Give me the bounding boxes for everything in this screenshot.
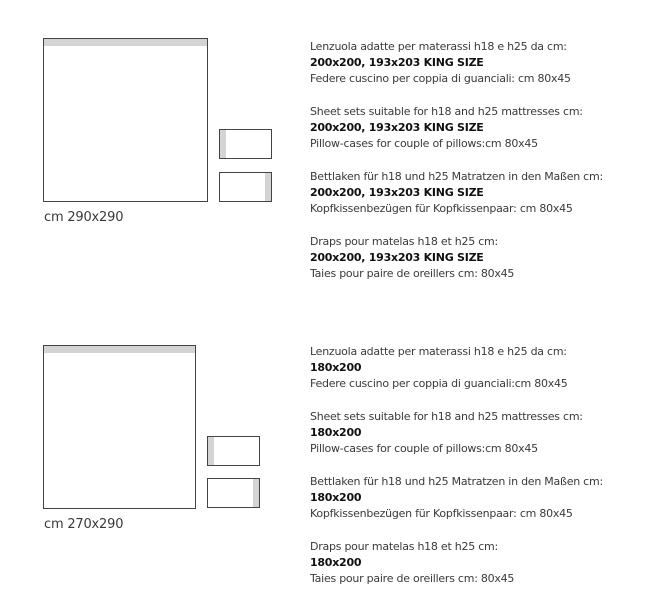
sheet-diagram bbox=[43, 38, 208, 202]
description-block-de bbox=[310, 474, 640, 522]
description-pillow-line: Taies pour paire de oreillers cm: 80x45 bbox=[310, 267, 515, 280]
description-block-it bbox=[310, 344, 640, 392]
description-block-it bbox=[310, 39, 640, 87]
description-pillow-line: Taies pour paire de oreillers cm: 80x45 bbox=[310, 572, 515, 585]
description-sizes: 180x200 bbox=[310, 556, 362, 569]
description-block-de bbox=[310, 169, 640, 217]
description-block-en bbox=[310, 104, 640, 152]
description-block-fr bbox=[310, 539, 640, 587]
description-line: Lenzuola adatte per materassi h18 e h25 da cm: bbox=[310, 345, 567, 358]
sheet-diagram bbox=[43, 345, 196, 509]
pillowcase-diagram-2 bbox=[207, 478, 260, 508]
description-pillow-line: Federe cuscino per coppia di guanciali: cm 80x45 bbox=[310, 72, 571, 85]
sheet-top-hem bbox=[44, 346, 195, 353]
description-sizes: 200x200, 193x203 KING SIZE bbox=[310, 186, 484, 199]
description-line: Draps pour matelas h18 et h25 cm: bbox=[310, 540, 498, 553]
description-sizes: 200x200, 193x203 KING SIZE bbox=[310, 56, 484, 69]
description-pillow-line: Federe cuscino per coppia di guanciali:cm 80x45 bbox=[310, 377, 568, 390]
sheet-size-label: cm 290x290 bbox=[44, 210, 124, 225]
pillowcase-flap bbox=[253, 479, 259, 507]
description-block-fr bbox=[310, 234, 640, 282]
pillowcase-diagram-1 bbox=[207, 436, 260, 466]
description-sizes: 200x200, 193x203 KING SIZE bbox=[310, 251, 484, 264]
description-sizes: 180x200 bbox=[310, 491, 362, 504]
description-sizes: 180x200 bbox=[310, 361, 362, 374]
description-pillow-line: Pillow-cases for couple of pillows:cm 80x45 bbox=[310, 137, 538, 150]
description-line: Bettlaken für h18 und h25 Matratzen in den Maßen cm: bbox=[310, 170, 603, 183]
pillowcase-flap bbox=[208, 437, 214, 465]
description-line: Sheet sets suitable for h18 and h25 mattresses cm: bbox=[310, 105, 583, 118]
product-section-double bbox=[0, 308, 645, 616]
description-column bbox=[310, 39, 640, 299]
pillowcase-diagram-2 bbox=[219, 172, 272, 202]
description-line: Lenzuola adatte per materassi h18 e h25 da cm: bbox=[310, 40, 567, 53]
pillowcase-flap bbox=[265, 173, 271, 201]
sheet-top-hem bbox=[44, 39, 207, 46]
pillowcase-diagram-1 bbox=[219, 129, 272, 159]
sheet-size-label: cm 270x290 bbox=[44, 517, 124, 532]
description-sizes: 200x200, 193x203 KING SIZE bbox=[310, 121, 484, 134]
description-block-en bbox=[310, 409, 640, 457]
description-sizes: 180x200 bbox=[310, 426, 362, 439]
description-line: Bettlaken für h18 und h25 Matratzen in den Maßen cm: bbox=[310, 475, 603, 488]
description-pillow-line: Kopfkissenbezügen für Kopfkissenpaar: cm 80x45 bbox=[310, 507, 573, 520]
description-line: Sheet sets suitable for h18 and h25 mattresses cm: bbox=[310, 410, 583, 423]
description-column bbox=[310, 344, 640, 604]
description-line: Draps pour matelas h18 et h25 cm: bbox=[310, 235, 498, 248]
description-pillow-line: Pillow-cases for couple of pillows:cm 80x45 bbox=[310, 442, 538, 455]
description-pillow-line: Kopfkissenbezügen für Kopfkissenpaar: cm 80x45 bbox=[310, 202, 573, 215]
pillowcase-flap bbox=[220, 130, 226, 158]
